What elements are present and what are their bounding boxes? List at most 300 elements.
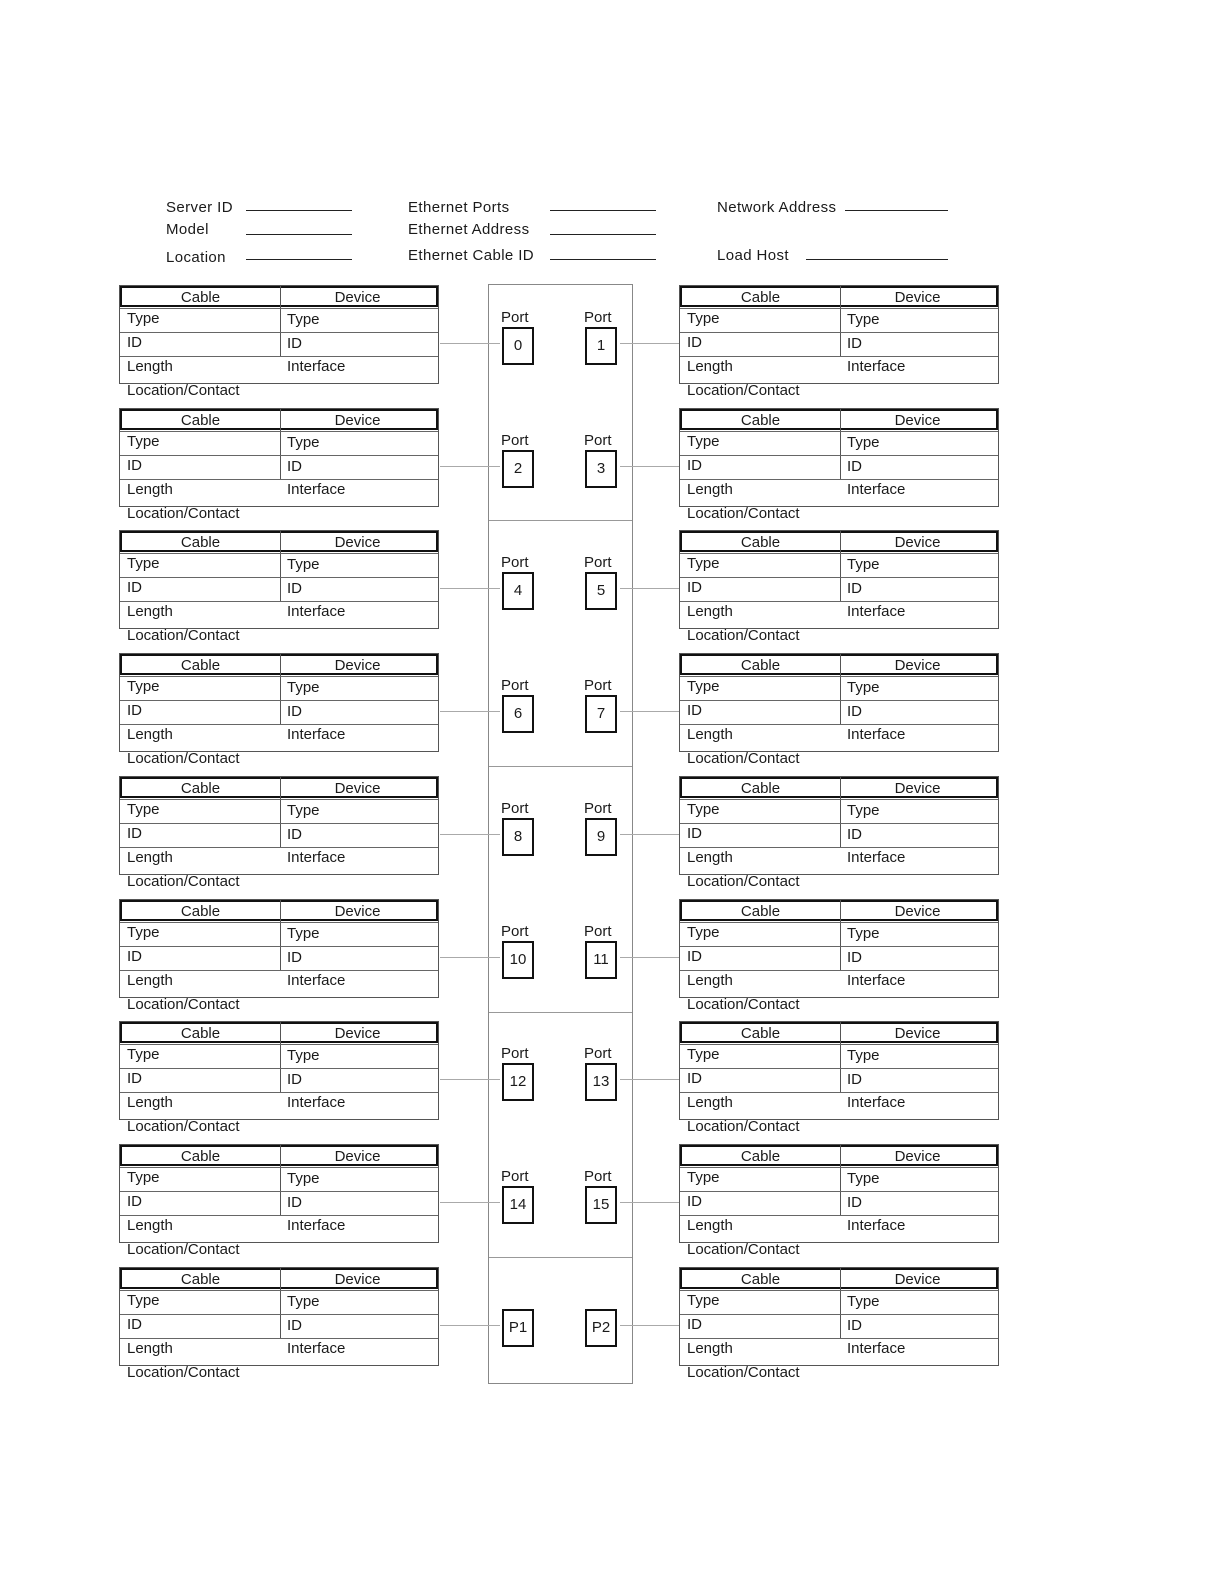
device-type-label: Type (847, 1170, 880, 1187)
cable-connector-line (620, 466, 679, 467)
cable-id-label: ID (127, 1316, 142, 1333)
device-type-label: Type (847, 1047, 880, 1064)
rack-divider (489, 1012, 632, 1013)
row-divider (680, 577, 998, 578)
device-type-label: Type (287, 1170, 320, 1187)
device-id-label: ID (287, 703, 302, 720)
cable-connector-line (620, 711, 679, 712)
port-5[interactable]: 5 (585, 572, 617, 610)
ethernet-cable-id-field[interactable] (550, 259, 656, 260)
device-interface-label: Interface (287, 849, 346, 866)
row-divider (120, 1290, 438, 1291)
port-label: Port (584, 1045, 612, 1062)
row-divider (680, 1338, 998, 1339)
server-id-field[interactable] (246, 210, 352, 211)
device-type-label: Type (287, 434, 320, 451)
rack-divider (489, 766, 632, 767)
location-contact-label: Location/Contact (687, 505, 800, 522)
cable-type-label: Type (687, 678, 720, 695)
device-header: Device (894, 1148, 941, 1165)
cable-device-table-right (679, 285, 999, 399)
cable-connector-line (620, 1079, 679, 1080)
table-header (680, 286, 998, 307)
port-label: Port (584, 923, 612, 940)
device-type-label: Type (847, 1293, 880, 1310)
table-header (120, 777, 438, 798)
row-divider (120, 1338, 438, 1339)
port-15[interactable]: 15 (585, 1186, 617, 1224)
row-divider (120, 601, 438, 602)
cable-device-table-right (679, 776, 999, 890)
device-id-label: ID (847, 949, 862, 966)
cable-connector-line (440, 834, 500, 835)
device-type-label: Type (847, 311, 880, 328)
port-8[interactable]: 8 (502, 818, 534, 856)
row-divider (120, 308, 438, 309)
cable-device-table-right (679, 530, 999, 644)
column-divider (840, 654, 841, 724)
device-id-label: ID (847, 1194, 862, 1211)
port-label: Port (584, 1168, 612, 1185)
network-address-field[interactable] (845, 210, 948, 211)
device-header: Device (894, 1025, 941, 1042)
table-header (680, 1022, 998, 1043)
row-divider (680, 676, 998, 677)
row-divider (120, 847, 438, 848)
row-divider (120, 946, 438, 947)
row-divider (680, 700, 998, 701)
cable-connector-line (620, 343, 679, 344)
location-contact-label: Location/Contact (687, 750, 800, 767)
cable-length-label: Length (687, 849, 733, 866)
location-contact-label: Location/Contact (687, 382, 800, 399)
row-divider (120, 577, 438, 578)
device-header: Device (894, 780, 941, 797)
device-id-label: ID (847, 826, 862, 843)
device-id-label: ID (847, 1317, 862, 1334)
device-id-label: ID (847, 580, 862, 597)
port-9[interactable]: 9 (585, 818, 617, 856)
device-type-label: Type (847, 679, 880, 696)
cable-header: Cable (740, 1271, 781, 1288)
cable-id-label: ID (127, 1070, 142, 1087)
rack-divider (489, 520, 632, 521)
cable-header: Cable (180, 1025, 221, 1042)
cable-type-label: Type (127, 1169, 160, 1186)
column-divider (280, 1022, 281, 1092)
location-contact-label: Location/Contact (127, 627, 240, 644)
cable-connector-line (440, 711, 500, 712)
location-contact-label: Location/Contact (127, 873, 240, 890)
port-label: Port (584, 800, 612, 817)
port-label: Port (501, 1168, 529, 1185)
cable-type-label: Type (687, 924, 720, 941)
table-header (680, 1145, 998, 1166)
device-id-label: ID (287, 826, 302, 843)
cable-type-label: Type (127, 1046, 160, 1063)
row-divider (680, 1215, 998, 1216)
device-interface-label: Interface (287, 1094, 346, 1111)
column-divider (280, 409, 281, 479)
cable-length-label: Length (687, 481, 733, 498)
row-divider (120, 455, 438, 456)
cable-length-label: Length (127, 358, 173, 375)
cable-type-label: Type (127, 433, 160, 450)
device-type-label: Type (287, 802, 320, 819)
port-label: Port (501, 309, 529, 326)
device-header: Device (334, 1271, 381, 1288)
cable-length-label: Length (127, 972, 173, 989)
cable-device-table-left (119, 1267, 439, 1381)
cable-type-label: Type (127, 801, 160, 818)
row-divider (120, 479, 438, 480)
cable-header: Cable (740, 657, 781, 674)
row-divider (680, 308, 998, 309)
column-divider (280, 286, 281, 356)
row-divider (120, 332, 438, 333)
device-interface-label: Interface (847, 972, 906, 989)
port-3[interactable]: 3 (585, 450, 617, 488)
table-header (680, 531, 998, 552)
cable-type-label: Type (687, 1292, 720, 1309)
table-header (120, 654, 438, 675)
device-header: Device (334, 534, 381, 551)
cable-header: Cable (180, 903, 221, 920)
table-header (120, 1022, 438, 1043)
device-type-label: Type (287, 679, 320, 696)
location-contact-label: Location/Contact (127, 1364, 240, 1381)
table-header (680, 654, 998, 675)
row-divider (120, 1314, 438, 1315)
location-contact-label: Location/Contact (127, 1118, 240, 1135)
port-10[interactable]: 10 (502, 941, 534, 979)
table-header (680, 900, 998, 921)
port-4[interactable]: 4 (502, 572, 534, 610)
row-divider (680, 1167, 998, 1168)
column-divider (280, 1145, 281, 1215)
cable-header: Cable (740, 780, 781, 797)
device-interface-label: Interface (287, 358, 346, 375)
cable-header: Cable (180, 1271, 221, 1288)
row-divider (120, 431, 438, 432)
cable-id-label: ID (127, 1193, 142, 1210)
cable-device-table-left (119, 285, 439, 399)
row-divider (120, 356, 438, 357)
row-divider (120, 1215, 438, 1216)
cable-device-table-right (679, 899, 999, 1013)
device-id-label: ID (847, 1071, 862, 1088)
cable-type-label: Type (687, 1046, 720, 1063)
location-contact-label: Location/Contact (687, 1241, 800, 1258)
table-header (680, 409, 998, 430)
device-header: Device (334, 1025, 381, 1042)
row-divider (680, 823, 998, 824)
device-header: Device (334, 412, 381, 429)
port-label: Port (584, 554, 612, 571)
cable-length-label: Length (687, 1217, 733, 1234)
cable-connector-line (620, 1202, 679, 1203)
cable-type-label: Type (687, 555, 720, 572)
row-divider (680, 970, 998, 971)
row-divider (680, 1290, 998, 1291)
cable-length-label: Length (127, 1217, 173, 1234)
row-divider (120, 553, 438, 554)
cable-connector-line (620, 588, 679, 589)
cable-connector-line (440, 957, 500, 958)
port-1[interactable]: 1 (585, 327, 617, 365)
table-header (120, 1145, 438, 1166)
row-divider (120, 970, 438, 971)
cable-id-label: ID (127, 579, 142, 596)
device-header: Device (894, 289, 941, 306)
device-id-label: ID (847, 703, 862, 720)
row-divider (120, 1044, 438, 1045)
load-host-field[interactable] (806, 259, 948, 260)
row-divider (120, 823, 438, 824)
location-field[interactable] (246, 259, 352, 260)
cable-type-label: Type (687, 801, 720, 818)
row-divider (120, 676, 438, 677)
cable-id-label: ID (127, 702, 142, 719)
device-id-label: ID (847, 335, 862, 352)
device-id-label: ID (287, 1317, 302, 1334)
ethernet-address-label: Ethernet Address (408, 221, 530, 238)
location-contact-label: Location/Contact (127, 750, 240, 767)
location-contact-label: Location/Contact (127, 505, 240, 522)
cable-id-label: ID (687, 457, 702, 474)
cable-id-label: ID (687, 1316, 702, 1333)
device-interface-label: Interface (287, 726, 346, 743)
cable-header: Cable (740, 289, 781, 306)
location-contact-label: Location/Contact (687, 873, 800, 890)
table-header (120, 531, 438, 552)
row-divider (120, 724, 438, 725)
device-id-label: ID (287, 1071, 302, 1088)
device-interface-label: Interface (847, 1217, 906, 1234)
device-header: Device (894, 657, 941, 674)
port-label: Port (584, 432, 612, 449)
cable-length-label: Length (127, 726, 173, 743)
cable-length-label: Length (687, 358, 733, 375)
device-interface-label: Interface (847, 358, 906, 375)
location-contact-label: Location/Contact (127, 996, 240, 1013)
port-label: Port (501, 677, 529, 694)
device-interface-label: Interface (847, 1340, 906, 1357)
cable-length-label: Length (687, 1340, 733, 1357)
device-type-label: Type (847, 434, 880, 451)
device-id-label: ID (847, 458, 862, 475)
row-divider (120, 1167, 438, 1168)
device-header: Device (894, 1271, 941, 1288)
port-label: Port (584, 677, 612, 694)
row-divider (680, 946, 998, 947)
row-divider (680, 1068, 998, 1069)
cable-type-label: Type (687, 1169, 720, 1186)
port-P1[interactable]: P1 (502, 1309, 534, 1347)
cable-length-label: Length (687, 972, 733, 989)
row-divider (680, 455, 998, 456)
ethernet-address-field[interactable] (550, 234, 656, 235)
location-contact-label: Location/Contact (127, 1241, 240, 1258)
cable-type-label: Type (687, 310, 720, 327)
cable-connector-line (620, 957, 679, 958)
cable-id-label: ID (687, 948, 702, 965)
device-header: Device (894, 534, 941, 551)
cable-header: Cable (180, 289, 221, 306)
device-header: Device (334, 1148, 381, 1165)
location-contact-label: Location/Contact (127, 382, 240, 399)
table-header (680, 777, 998, 798)
device-type-label: Type (847, 925, 880, 942)
port-0[interactable]: 0 (502, 327, 534, 365)
cable-header: Cable (740, 903, 781, 920)
cable-connector-line (440, 588, 500, 589)
server-id-label: Server ID (166, 199, 233, 216)
device-interface-label: Interface (847, 603, 906, 620)
location-contact-label: Location/Contact (687, 1364, 800, 1381)
row-divider (680, 1191, 998, 1192)
cable-type-label: Type (127, 924, 160, 941)
cable-type-label: Type (127, 310, 160, 327)
cable-type-label: Type (127, 1292, 160, 1309)
location-contact-label: Location/Contact (687, 627, 800, 644)
column-divider (280, 777, 281, 847)
column-divider (840, 777, 841, 847)
device-interface-label: Interface (287, 481, 346, 498)
cable-device-table-right (679, 653, 999, 767)
row-divider (680, 356, 998, 357)
cable-length-label: Length (127, 1340, 173, 1357)
column-divider (280, 900, 281, 970)
cable-device-table-left (119, 899, 439, 1013)
cable-connector-line (440, 1325, 500, 1326)
device-interface-label: Interface (287, 972, 346, 989)
cable-connector-line (620, 834, 679, 835)
cable-type-label: Type (127, 678, 160, 695)
port-7[interactable]: 7 (585, 695, 617, 733)
row-divider (120, 922, 438, 923)
cable-connector-line (440, 1202, 500, 1203)
cable-connector-line (440, 466, 500, 467)
cable-id-label: ID (687, 825, 702, 842)
load-host-label: Load Host (717, 247, 789, 264)
device-interface-label: Interface (287, 1340, 346, 1357)
device-id-label: ID (287, 335, 302, 352)
table-header (120, 900, 438, 921)
port-2[interactable]: 2 (502, 450, 534, 488)
device-header: Device (334, 780, 381, 797)
row-divider (680, 601, 998, 602)
device-id-label: ID (287, 949, 302, 966)
row-divider (680, 799, 998, 800)
ethernet-cable-id-label: Ethernet Cable ID (408, 247, 535, 264)
cable-device-table-left (119, 408, 439, 522)
port-14[interactable]: 14 (502, 1186, 534, 1224)
port-label: Port (501, 923, 529, 940)
port-label: Port (501, 554, 529, 571)
cable-header: Cable (180, 412, 221, 429)
cable-header: Cable (180, 657, 221, 674)
device-interface-label: Interface (847, 1094, 906, 1111)
cable-connector-line (440, 1079, 500, 1080)
row-divider (120, 700, 438, 701)
row-divider (120, 1092, 438, 1093)
cable-id-label: ID (127, 334, 142, 351)
cable-device-table-left (119, 1144, 439, 1258)
cable-type-label: Type (687, 433, 720, 450)
location-label: Location (166, 249, 226, 266)
device-interface-label: Interface (287, 1217, 346, 1234)
column-divider (280, 654, 281, 724)
row-divider (680, 847, 998, 848)
cable-device-table-left (119, 530, 439, 644)
device-header: Device (334, 657, 381, 674)
cable-length-label: Length (687, 726, 733, 743)
column-divider (280, 1268, 281, 1338)
port-12[interactable]: 12 (502, 1063, 534, 1101)
cable-device-table-right (679, 1267, 999, 1381)
cable-length-label: Length (127, 1094, 173, 1111)
cable-length-label: Length (687, 1094, 733, 1111)
port-label: Port (501, 432, 529, 449)
ethernet-ports-field[interactable] (550, 210, 656, 211)
row-divider (680, 431, 998, 432)
device-type-label: Type (287, 925, 320, 942)
column-divider (840, 900, 841, 970)
port-6[interactable]: 6 (502, 695, 534, 733)
row-divider (680, 922, 998, 923)
device-interface-label: Interface (847, 726, 906, 743)
rack-divider (489, 1257, 632, 1258)
column-divider (840, 286, 841, 356)
cable-header: Cable (180, 534, 221, 551)
port-label: Port (584, 309, 612, 326)
cable-device-table-right (679, 1021, 999, 1135)
model-field[interactable] (246, 234, 352, 235)
port-P2[interactable]: P2 (585, 1309, 617, 1347)
location-contact-label: Location/Contact (687, 996, 800, 1013)
device-interface-label: Interface (847, 849, 906, 866)
device-header: Device (894, 903, 941, 920)
cable-header: Cable (740, 1025, 781, 1042)
cable-device-table-left (119, 653, 439, 767)
table-header (120, 409, 438, 430)
cable-length-label: Length (127, 603, 173, 620)
cable-header: Cable (180, 780, 221, 797)
cable-id-label: ID (127, 457, 142, 474)
device-interface-label: Interface (287, 603, 346, 620)
row-divider (120, 799, 438, 800)
port-13[interactable]: 13 (585, 1063, 617, 1101)
device-type-label: Type (847, 802, 880, 819)
device-id-label: ID (287, 1194, 302, 1211)
cable-device-table-right (679, 1144, 999, 1258)
row-divider (120, 1068, 438, 1069)
column-divider (280, 531, 281, 601)
cable-header: Cable (740, 534, 781, 551)
model-label: Model (166, 221, 209, 238)
port-11[interactable]: 11 (585, 941, 617, 979)
cable-connector-line (620, 1325, 679, 1326)
row-divider (680, 724, 998, 725)
cable-id-label: ID (127, 825, 142, 842)
device-id-label: ID (287, 580, 302, 597)
cable-id-label: ID (687, 1193, 702, 1210)
cable-id-label: ID (687, 334, 702, 351)
cable-header: Cable (740, 412, 781, 429)
cable-header: Cable (740, 1148, 781, 1165)
device-type-label: Type (287, 1293, 320, 1310)
